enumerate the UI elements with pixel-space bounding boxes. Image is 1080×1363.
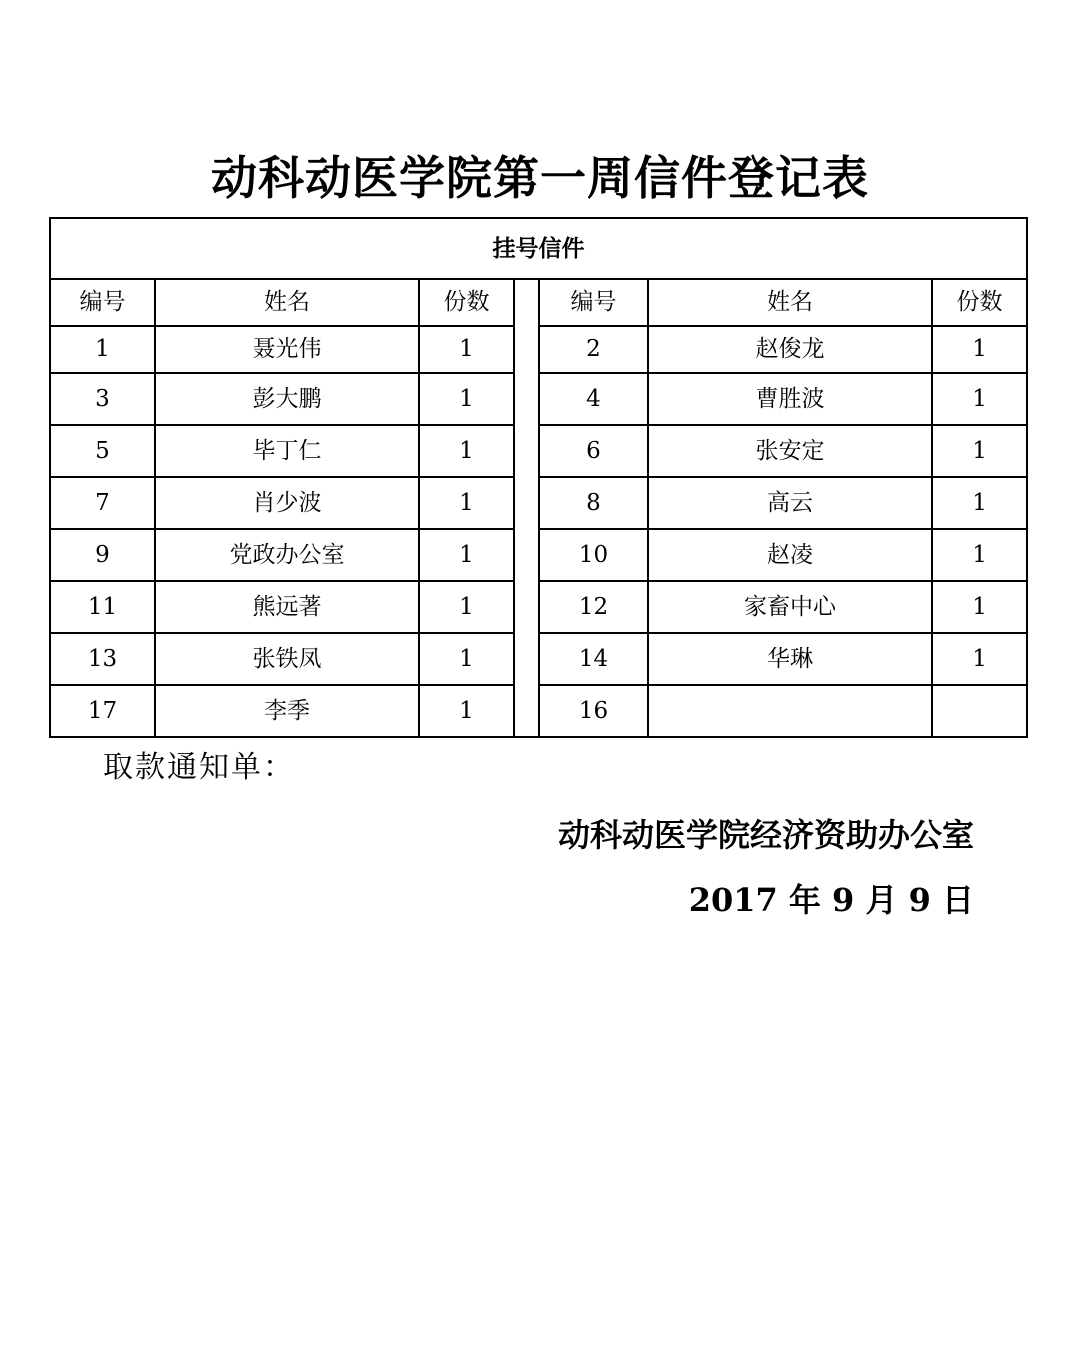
cell-count-right: 1: [932, 633, 1027, 685]
cell-number-right: 14: [539, 633, 648, 685]
cell-name-right: 高云: [648, 477, 932, 529]
cell-count-right: 1: [932, 326, 1027, 373]
cell-name-left: 彭大鹏: [155, 373, 419, 425]
cell-number-left: 3: [50, 373, 155, 425]
cell-name-left: 李季: [155, 685, 419, 737]
header-name-right: 姓名: [648, 279, 932, 326]
cell-count-left: 1: [419, 581, 514, 633]
cell-count-right: 1: [932, 477, 1027, 529]
table-row: [50, 529, 1027, 581]
cell-count-left: 1: [419, 373, 514, 425]
cell-number-right: 4: [539, 373, 648, 425]
issue-date: 2017 年 9 月 9 日: [688, 881, 974, 919]
table-row: [50, 581, 1027, 633]
cell-number-left: 11: [50, 581, 155, 633]
cell-name-right: 曹胜波: [648, 373, 932, 425]
header-name-left: 姓名: [155, 279, 419, 326]
cell-count-right: 1: [932, 425, 1027, 477]
header-number-left: 编号: [50, 279, 155, 326]
cell-number-right: 12: [539, 581, 648, 633]
issuing-office: 动科动医学院经济资助办公室: [557, 816, 974, 854]
cell-name-left: 肖少波: [155, 477, 419, 529]
cell-number-left: 5: [50, 425, 155, 477]
cell-name-right: 张安定: [648, 425, 932, 477]
header-count-right: 份数: [932, 279, 1027, 326]
withdrawal-notice-label: 取款通知单：: [103, 750, 295, 785]
cell-count-right: 1: [932, 529, 1027, 581]
column-header-row: [50, 279, 1027, 326]
cell-count-left: 1: [419, 425, 514, 477]
cell-count-left: 1: [419, 326, 514, 373]
table-row: [50, 425, 1027, 477]
cell-number-right: 10: [539, 529, 648, 581]
cell-name-left: 熊远著: [155, 581, 419, 633]
cell-count-right: 1: [932, 581, 1027, 633]
cell-name-right: 赵凌: [648, 529, 932, 581]
cell-number-right: 16: [539, 685, 648, 737]
cell-number-right: 2: [539, 326, 648, 373]
cell-name-left: 党政办公室: [155, 529, 419, 581]
table-row: [50, 685, 1027, 737]
cell-name-right: 华琳: [648, 633, 932, 685]
cell-number-left: 7: [50, 477, 155, 529]
header-count-left: 份数: [419, 279, 514, 326]
cell-name-left: 张铁凤: [155, 633, 419, 685]
cell-count-left: 1: [419, 685, 514, 737]
cell-count-left: 1: [419, 633, 514, 685]
cell-name-left: 毕丁仁: [155, 425, 419, 477]
cell-number-right: 6: [539, 425, 648, 477]
section-title: 挂号信件: [50, 218, 1027, 279]
table-row: [50, 373, 1027, 425]
page-title: 动科动医学院第一周信件登记表: [211, 151, 869, 205]
cell-count-left: 1: [419, 477, 514, 529]
cell-name-right: 家畜中心: [648, 581, 932, 633]
table-row: [50, 633, 1027, 685]
table-row: [50, 326, 1027, 373]
cell-number-left: 9: [50, 529, 155, 581]
cell-count-right: 1: [932, 373, 1027, 425]
table-row: [50, 477, 1027, 529]
header-number-right: 编号: [539, 279, 648, 326]
column-divider: [514, 279, 539, 737]
cell-count-left: 1: [419, 529, 514, 581]
cell-name-right: 赵俊龙: [648, 326, 932, 373]
cell-number-left: 1: [50, 326, 155, 373]
cell-number-right: 8: [539, 477, 648, 529]
cell-name-right: [648, 685, 932, 737]
cell-number-left: 13: [50, 633, 155, 685]
cell-count-right: [932, 685, 1027, 737]
cell-number-left: 17: [50, 685, 155, 737]
section-header-row: [50, 218, 1027, 279]
letter-register-table: [49, 217, 1028, 738]
cell-name-left: 聂光伟: [155, 326, 419, 373]
